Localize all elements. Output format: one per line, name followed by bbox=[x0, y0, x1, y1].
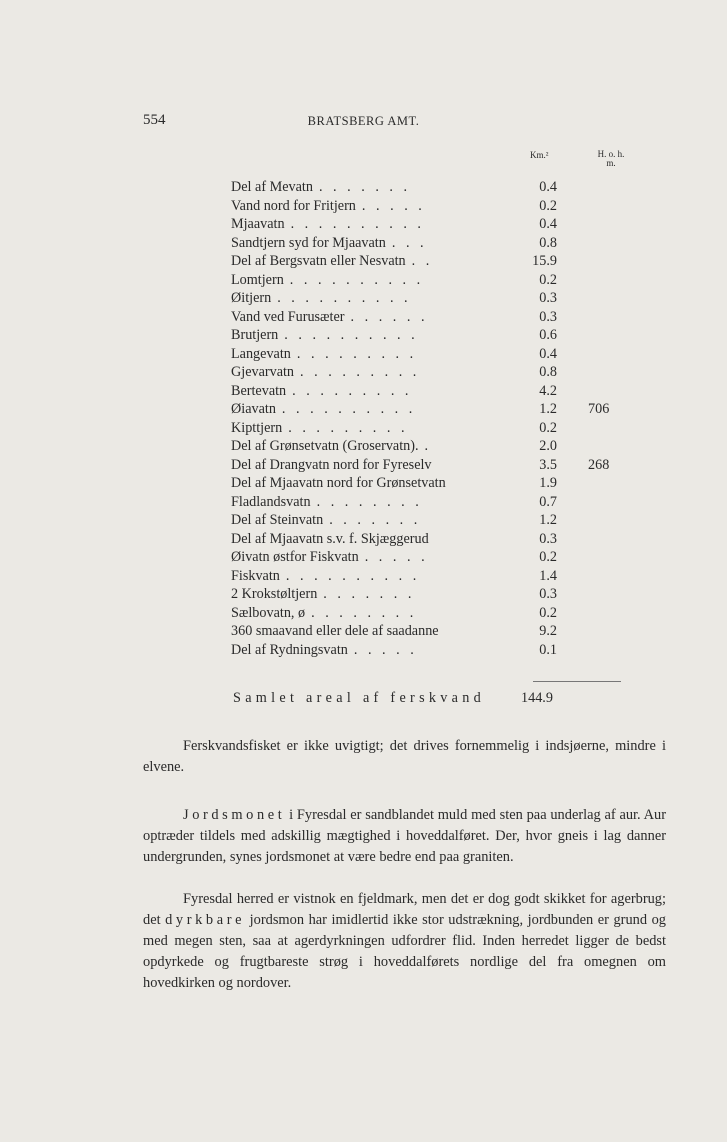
lake-area: 1.2 bbox=[539, 512, 557, 528]
lake-area-table bbox=[231, 178, 631, 659]
table-row bbox=[231, 178, 631, 197]
lake-area: 0.8 bbox=[539, 234, 557, 251]
leader-dots: . . . . . . . . . . bbox=[277, 290, 412, 306]
leader-dots: . . . . . . . . bbox=[311, 604, 417, 621]
leader-dots: . . . . . . . . . . bbox=[281, 401, 416, 417]
paragraph-soil-text: i Fyresdal er sandblandet muld med sten paa underlag af aur. Aur optræder tildels med adskillig mægtighed i hoveddalføret. Der, hvor gneis i lag danner undergrunden, synes jordsmonet at være bedre end paa graniten. bbox=[143, 807, 666, 865]
table-row bbox=[231, 271, 631, 290]
paragraph-soil bbox=[143, 805, 666, 868]
lake-name: Fladlandsvatn bbox=[231, 493, 311, 510]
lake-altitude: 268 bbox=[588, 456, 610, 473]
column-header-altitude-line1: H. o. h. bbox=[597, 149, 625, 159]
lake-area: 2.0 bbox=[539, 438, 557, 454]
leader-dots: . . . . . . . . . bbox=[288, 419, 409, 436]
paragraph-agriculture bbox=[143, 889, 666, 994]
leader-dots: . . . . . . bbox=[350, 308, 429, 325]
lake-name: Fiskvatn bbox=[231, 567, 280, 584]
table-row bbox=[231, 308, 631, 327]
column-header-altitude bbox=[597, 150, 625, 168]
column-header-area: Km.² bbox=[530, 150, 549, 160]
table-row bbox=[231, 548, 631, 567]
lake-name: Øitjern bbox=[231, 290, 272, 306]
total-label: Samlet areal af ferskvand bbox=[233, 690, 486, 706]
leader-dots: . . . . . bbox=[361, 197, 426, 214]
lake-area: 0.3 bbox=[539, 586, 557, 602]
paragraph-fishing: Ferskvandsfisket er ikke uvigtigt; det drives fornemmelig i indsjøerne, mindre i elvene. bbox=[143, 738, 666, 775]
lake-name: Del af Rydningsvatn bbox=[231, 641, 348, 658]
leader-dots: . . . . . . . . . bbox=[296, 345, 417, 362]
lake-name: Langevatn bbox=[231, 345, 291, 362]
lake-name: Gjevarvatn bbox=[231, 364, 295, 380]
table-row bbox=[231, 215, 631, 234]
total-rule bbox=[533, 681, 621, 682]
table-row bbox=[231, 530, 631, 549]
table-row bbox=[231, 474, 631, 493]
lake-name: Del af Mjaavatn s.v. f. Skjæggerud bbox=[231, 530, 429, 547]
lake-area: 1.9 bbox=[539, 475, 557, 491]
table-row bbox=[231, 567, 631, 586]
leader-dots: . . . . . . . . bbox=[316, 493, 423, 510]
lake-name: Vand ved Furusæter bbox=[231, 308, 345, 325]
lake-area: 0.2 bbox=[539, 549, 557, 565]
spaced-word-dyrkbare: dyrkbare bbox=[165, 912, 246, 928]
running-head bbox=[0, 112, 727, 132]
leader-dots: . . . . . bbox=[364, 549, 429, 565]
lake-name: Øiavatn bbox=[231, 401, 276, 417]
leader-dots: . . . . . . . . . . bbox=[285, 567, 420, 584]
lake-name: Sælbovatn, ø bbox=[231, 604, 306, 621]
table-row bbox=[231, 400, 631, 419]
table-row bbox=[231, 289, 631, 308]
lake-area: 0.3 bbox=[539, 308, 557, 325]
lake-name: Del af Steinvatn bbox=[231, 512, 324, 528]
total-row bbox=[233, 690, 553, 707]
lake-area: 0.2 bbox=[539, 604, 557, 621]
lake-area: 0.3 bbox=[539, 290, 557, 306]
lake-name: Del af Grønsetvatn (Groservatn). bbox=[231, 438, 419, 454]
lake-area: 0.4 bbox=[539, 345, 557, 362]
lake-area: 0.4 bbox=[539, 216, 557, 232]
lake-area: 0.6 bbox=[539, 327, 557, 343]
table-row bbox=[231, 326, 631, 345]
lake-area: 15.9 bbox=[532, 253, 557, 269]
lake-area: 0.1 bbox=[539, 641, 557, 658]
leader-dots: . . . . . . . . . . bbox=[284, 327, 419, 343]
lake-area: 0.2 bbox=[539, 419, 557, 436]
table-row bbox=[231, 363, 631, 382]
leader-dots: . bbox=[424, 438, 432, 454]
lake-area: 0.3 bbox=[539, 530, 557, 547]
table-row bbox=[231, 622, 631, 641]
lake-name: 360 smaavand eller dele af saadanne bbox=[231, 623, 439, 639]
table-row bbox=[231, 345, 631, 364]
leader-dots: . . . bbox=[391, 234, 428, 251]
table-row bbox=[231, 456, 631, 475]
lake-name: Del af Drangvatn nord for Fyreselv bbox=[231, 456, 432, 473]
leader-dots: . . . . . bbox=[353, 641, 418, 658]
lake-name: Del af Bergsvatn eller Nesvatn bbox=[231, 253, 406, 269]
lake-altitude: 706 bbox=[588, 401, 610, 417]
leader-dots: . . . . . . . bbox=[323, 586, 415, 602]
lake-area: 0.4 bbox=[539, 179, 557, 195]
leader-dots: . . . . . . . . . bbox=[292, 382, 412, 399]
lake-area: 0.2 bbox=[539, 197, 557, 214]
lake-name: Bertevatn bbox=[231, 382, 287, 399]
page-number: 554 bbox=[143, 112, 166, 128]
table-row bbox=[231, 604, 631, 623]
table-row bbox=[231, 493, 631, 512]
leader-dots: . . bbox=[411, 253, 433, 269]
spaced-word-jordsmonet: Jordsmonet bbox=[183, 807, 286, 823]
leader-dots: . . . . . . . . . . bbox=[289, 271, 424, 288]
table-row bbox=[231, 197, 631, 216]
paragraph-agriculture-rest: jordsmon har imidlertid ikke stor udstrækning, jordbunden er grund og med megen sten, saa at agerdyrkningen udfordrer flid. Inden herredet ligger de bedst opdyrkede og frugtbareste strøg i hoveddalførets nordlige del fra omegnen om hovedkirken og nordover. bbox=[143, 912, 666, 991]
lake-area: 1.2 bbox=[539, 401, 557, 417]
lake-name: Vand nord for Fritjern bbox=[231, 197, 356, 214]
lake-name: Del af Mevatn bbox=[231, 179, 313, 195]
table-row bbox=[231, 419, 631, 438]
lake-name: Sandtjern syd for Mjaavatn bbox=[231, 234, 386, 251]
lake-area: 0.2 bbox=[539, 271, 557, 288]
lake-name: Mjaavatn bbox=[231, 216, 285, 232]
total-value: 144.9 bbox=[521, 690, 553, 706]
lake-name: Øivatn østfor Fiskvatn bbox=[231, 549, 359, 565]
lake-area: 3.5 bbox=[539, 456, 557, 473]
leader-dots: . . . . . . . bbox=[318, 179, 411, 195]
paragraph-agriculture-start: Fyresdal herred er vistnok en fjeldmark, men det er dog godt skikket for agerbrug; det bbox=[143, 891, 666, 928]
lake-name: Del af Mjaavatn nord for Grønsetvatn bbox=[231, 475, 446, 491]
lake-name: Lomtjern bbox=[231, 271, 284, 288]
lake-area: 4.2 bbox=[539, 382, 557, 399]
lake-area: 1.4 bbox=[539, 567, 557, 584]
table-row bbox=[231, 641, 631, 660]
column-header-altitude-line2: m. bbox=[606, 158, 616, 168]
table-row bbox=[231, 382, 631, 401]
lake-name: Kipttjern bbox=[231, 419, 283, 436]
running-title: BRATSBERG AMT. bbox=[307, 114, 420, 128]
table-row bbox=[231, 585, 631, 604]
leader-dots: . . . . . . . bbox=[329, 512, 421, 528]
leader-dots: . . . . . . . . . bbox=[300, 364, 420, 380]
table-row bbox=[231, 234, 631, 253]
lake-area: 0.7 bbox=[539, 493, 557, 510]
lake-name: Brutjern bbox=[231, 327, 279, 343]
lake-area: 9.2 bbox=[539, 623, 557, 639]
table-row bbox=[231, 511, 631, 530]
lake-name: 2 Krokstøltjern bbox=[231, 586, 318, 602]
table-row bbox=[231, 437, 631, 456]
table-row bbox=[231, 252, 631, 271]
lake-area: 0.8 bbox=[539, 364, 557, 380]
leader-dots: . . . . . . . . . . bbox=[290, 216, 425, 232]
